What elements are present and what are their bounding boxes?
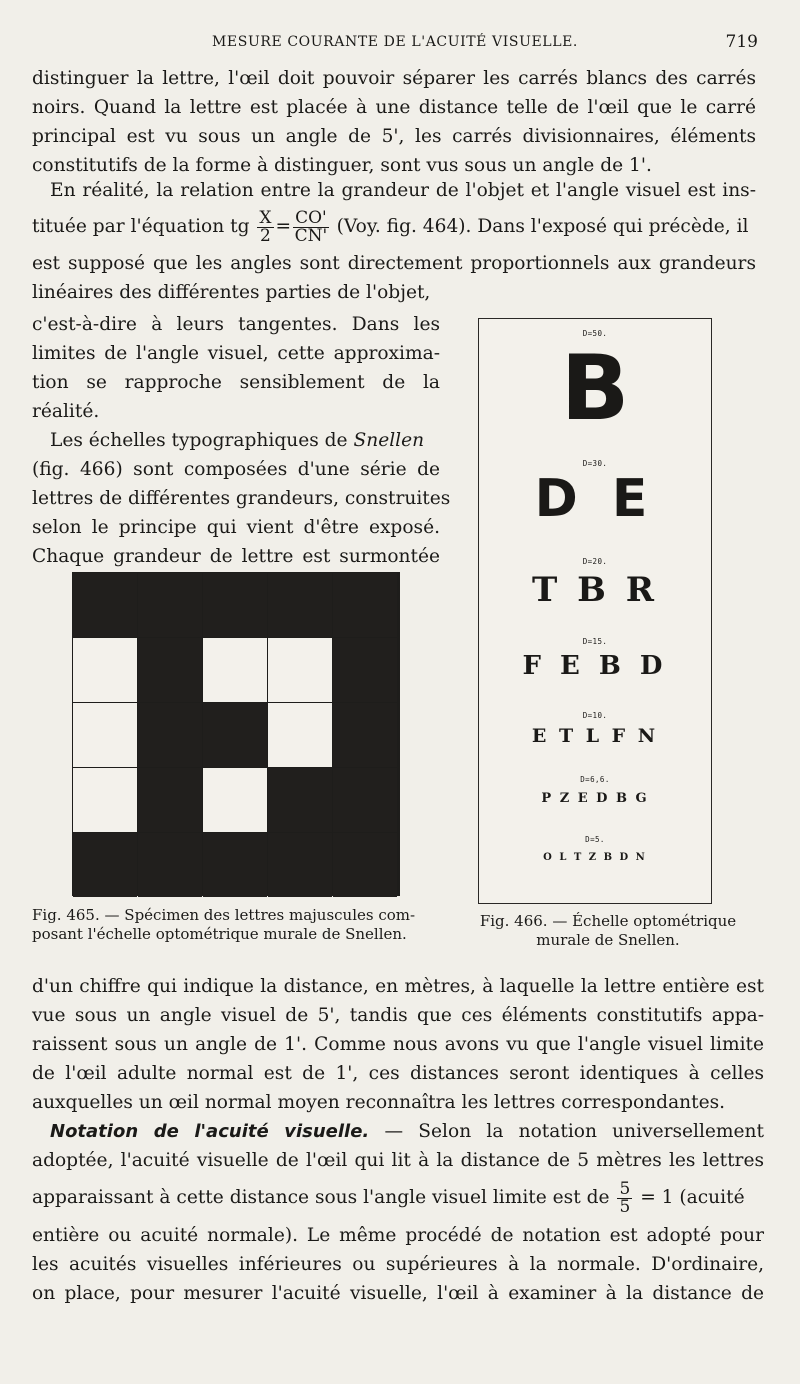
snellen-row: D E: [534, 469, 656, 529]
grid-cell: [333, 768, 397, 832]
equals-sign: =: [275, 216, 292, 237]
grid-cell: [73, 703, 137, 767]
grid-cell: [203, 703, 267, 767]
running-title: MESURE COURANTE DE L'ACUITÉ VISUELLE.: [212, 34, 578, 50]
fraction-x-over-2: [257, 207, 273, 246]
caption-fig-466: [468, 912, 748, 950]
grid-cell: [138, 573, 202, 637]
text-line: Chaque grandeur de lettre est surmontée: [32, 546, 440, 567]
caption-text: — Spécimen des lettres majuscules com-: [104, 906, 416, 924]
text-line: vue sous un angle visuel de 5', tandis que ces éléments constitutifs appa-: [32, 1005, 764, 1026]
text-line: les acuités visuelles inférieures ou supérieures à la normale. D'ordinaire,: [32, 1254, 764, 1275]
snellen-distance-label: D=50.: [582, 329, 608, 338]
section-heading-line: [32, 1117, 764, 1146]
snellen-row: F E B D: [522, 651, 668, 681]
page-number: 719: [725, 32, 758, 52]
text-line: réalité.: [32, 401, 100, 422]
figure-466-snellen-chart: [478, 318, 712, 904]
text-line: principal est vu sous un angle de 5', les carrés divisionnaires, éléments: [32, 126, 756, 147]
grid-cell: [138, 703, 202, 767]
paragraph-2: [32, 176, 756, 307]
text-line: adoptée, l'acuité visuelle de l'œil qui lit à la distance de 5 mètres les lettres: [32, 1150, 764, 1171]
grid-cell: [333, 833, 397, 897]
section-heading: Notation de l'acuité visuelle.: [50, 1121, 370, 1142]
figure-465-letter-grid: [72, 572, 400, 896]
caption-text: murale de Snellen.: [536, 931, 680, 949]
caption-text: posant l'échelle optométrique murale de Snellen.: [32, 925, 407, 943]
snellen-distance-label: D=15.: [582, 637, 608, 646]
grid-cell: [203, 573, 267, 637]
text-line: En réalité, la relation entre la grandeur de l'objet et l'angle visuel est ins-: [50, 180, 756, 201]
snellen-distance-label: D=20.: [582, 557, 608, 566]
grid-cell: [73, 638, 137, 702]
snellen-row: P Z E D B G: [541, 791, 649, 806]
snellen-row: E T L F N: [531, 725, 659, 747]
fraction-line: [32, 1175, 764, 1221]
formula-line: [32, 205, 756, 249]
page-header: [30, 32, 768, 56]
paragraph-1: [32, 64, 756, 180]
grid-cell: [268, 768, 332, 832]
snellen-row: O L T Z B D N: [543, 852, 647, 863]
text-line: d'un chiffre qui indique la distance, en mètres, à laquelle la lettre entière est: [32, 976, 764, 997]
text-line: selon le principe qui vient d'être exposé.: [32, 517, 440, 538]
numerator: CO': [295, 207, 327, 228]
grid-cell: [203, 638, 267, 702]
grid-cell: [333, 703, 397, 767]
left-column-text: [32, 310, 451, 571]
denominator: 5: [619, 1196, 631, 1217]
grid-cell: [268, 703, 332, 767]
numerator: 5: [619, 1178, 631, 1199]
text-line: constitutifs de la forme à distinguer, sont vus sous un angle de 1'.: [32, 155, 652, 176]
caption-fig-465: [32, 906, 452, 944]
caption-label: Fig. 465.: [32, 906, 100, 924]
fraction-5-over-5: [617, 1178, 632, 1217]
text-line: noirs. Quand la lettre est placée à une distance telle de l'œil que le carré: [32, 97, 756, 118]
grid-cell: [203, 833, 267, 897]
grid-cell: [333, 638, 397, 702]
text-line: linéaires des différentes parties de l'objet,: [32, 282, 431, 303]
snellen-distance-label: D=10.: [582, 711, 608, 720]
text-fragment: apparaissant à cette distance sous l'angle visuel limite est de: [32, 1187, 610, 1208]
grid-cell: [73, 768, 137, 832]
denominator: 2: [260, 225, 271, 246]
text-fragment: = 1 (acuité: [640, 1187, 745, 1208]
grid-cell: [203, 768, 267, 832]
snellen-distance-label: D=30.: [582, 459, 608, 468]
text-fragment: — Selon la notation universellement: [384, 1121, 764, 1142]
snellen-distance-label: D=5.: [585, 835, 605, 844]
text-line: lettres de différentes grandeurs, construites: [32, 488, 451, 509]
grid-cell: [268, 573, 332, 637]
text-fragment: tituée par l'équation tg: [32, 216, 250, 237]
text-line: est supposé que les angles sont directement proportionnels aux grandeurs: [32, 253, 756, 274]
grid-cell: [268, 638, 332, 702]
snellen-row: B: [560, 336, 630, 441]
text-line: entière ou acuité normale). Le même procédé de notation est adopté pour: [32, 1225, 764, 1246]
text-line: [32, 426, 440, 455]
numerator: X: [259, 207, 272, 228]
snellen-distance-label: D=6,6.: [580, 775, 610, 784]
text-fragment: (Voy. fig. 464). Dans l'exposé qui précède, il: [336, 216, 749, 237]
italic-name: Snellen: [353, 430, 425, 451]
grid-cell: [138, 638, 202, 702]
text-fragment: Les échelles typographiques de: [50, 430, 348, 451]
grid-cell: [73, 573, 137, 637]
grid-cell: [138, 768, 202, 832]
grid-cell: [73, 833, 137, 897]
text-line: on place, pour mesurer l'acuité visuelle, l'œil à examiner à la distance de: [32, 1283, 764, 1304]
text-line: de l'œil adulte normal est de 1', ces distances seront identiques à celles: [32, 1063, 764, 1084]
text-line: (fig. 466) sont composées d'une série de: [32, 459, 440, 480]
paragraph-body-2: [32, 972, 764, 1308]
text-line: c'est-à-dire à leurs tangentes. Dans les: [32, 314, 440, 335]
grid-cell: [333, 573, 397, 637]
text-line: auxquelles un œil normal moyen reconnaîtra les lettres correspondantes.: [32, 1092, 726, 1113]
text-line: distinguer la lettre, l'œil doit pouvoir séparer les carrés blancs des carrés: [32, 68, 756, 89]
text-line: raissent sous un angle de 1'. Comme nous avons vu que l'angle visuel limite: [32, 1034, 764, 1055]
caption-label: Fig. 466.: [479, 912, 548, 930]
text-line: limites de l'angle visuel, cette approxima-: [32, 343, 440, 364]
text-line: tion se rapproche sensiblement de la: [32, 372, 440, 393]
grid-cell: [138, 833, 202, 897]
grid-cell: [268, 833, 332, 897]
fraction-co-over-cn: [293, 207, 329, 246]
snellen-row: T B R: [532, 570, 658, 610]
caption-text: — Échelle optométrique: [552, 912, 737, 930]
denominator: CN': [294, 225, 328, 246]
